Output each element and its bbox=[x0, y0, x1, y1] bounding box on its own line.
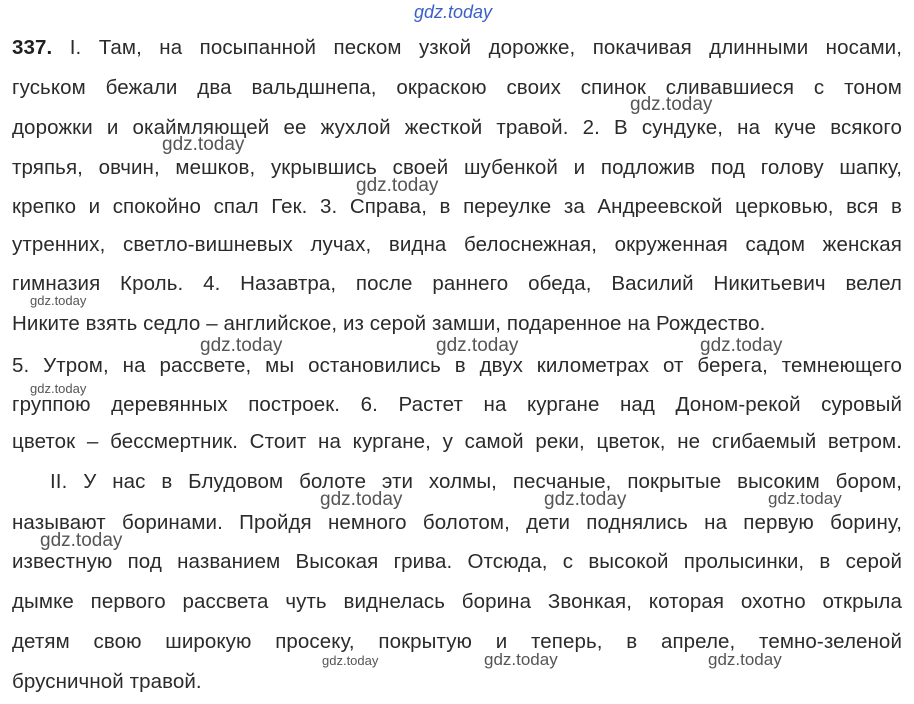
watermark: gdz.today bbox=[356, 175, 439, 196]
watermark: gdz.today bbox=[544, 489, 627, 510]
text-line-7: гимназия Кроль. 4. Назавтра, после раннего обеда, Василий Никитьевич велел bbox=[12, 272, 902, 295]
text-line-1-content: I. Там, на посыпанной песком узкой дорожке, покачивая длинными носами, bbox=[69, 36, 902, 59]
watermark: gdz.today bbox=[322, 653, 379, 668]
text-line-10: группою деревянных построек. 6. Растет на кургане над Доном-рекой суровый bbox=[12, 393, 902, 416]
watermark-top: gdz.today bbox=[414, 2, 493, 22]
watermark: gdz.today bbox=[320, 489, 403, 510]
text-line-12: II. У нас в Блудовом болоте эти холмы, песчаные, покрытые высоким бором, bbox=[50, 470, 902, 493]
text-line-15: дымке первого рассвета чуть виднелась борина Звонкая, которая охотно открыла bbox=[12, 590, 902, 613]
watermark: gdz.today bbox=[162, 134, 245, 155]
exercise-number: 337. bbox=[12, 36, 53, 59]
text-line-1 bbox=[12, 36, 902, 62]
watermark: gdz.today bbox=[768, 489, 842, 508]
text-line-4: тряпья, овчин, мешков, укрывшись своей шубенкой и подложив под голову шапку, bbox=[12, 156, 902, 179]
watermark: gdz.today bbox=[436, 335, 519, 356]
watermark: gdz.today bbox=[200, 335, 283, 356]
text-line-8: Никите взять седло – английское, из серой замши, подаренное на Рождество. bbox=[12, 312, 766, 335]
text-line-14: известную под названием Высокая грива. Отсюда, с высокой пролысинки, в серой bbox=[12, 550, 902, 573]
watermark: gdz.today bbox=[30, 293, 87, 308]
text-line-16: детям свою широкую просеку, покрытую и теперь, в апреле, темно-зеленой bbox=[12, 630, 902, 653]
watermark: gdz.today bbox=[630, 94, 713, 115]
text-line-5: крепко и спокойно спал Гек. 3. Справа, в переулке за Андреевской церковью, вся в bbox=[12, 195, 902, 218]
text-line-11: цветок – бессмертник. Стоит на кургане, у самой реки, цветок, не сгибаемый ветром. bbox=[12, 430, 902, 453]
text-line-2: гуськом бежали два вальдшнепа, окраскою своих спинок сливавшиеся с тоном bbox=[12, 76, 902, 99]
text-line-3: дорожки и окаймляющей ее жухлой жесткой травой. 2. В сундуке, на куче всякого bbox=[12, 116, 902, 139]
watermark: gdz.today bbox=[30, 381, 87, 396]
text-line-17: брусничной травой. bbox=[12, 670, 202, 693]
watermark: gdz.today bbox=[700, 335, 783, 356]
text-line-6: утренних, светло-вишневых лучах, видна белоснежная, окруженная садом женская bbox=[12, 233, 902, 256]
watermark: gdz.today bbox=[484, 650, 558, 669]
watermark: gdz.today bbox=[40, 530, 123, 551]
text-line-13: называют боринами. Пройдя немного болотом, дети поднялись на первую борину, bbox=[12, 511, 902, 534]
text-line-9: 5. Утром, на рассвете, мы остановились в двух километрах от берега, темнеющего bbox=[12, 354, 902, 377]
watermark: gdz.today bbox=[708, 650, 782, 669]
